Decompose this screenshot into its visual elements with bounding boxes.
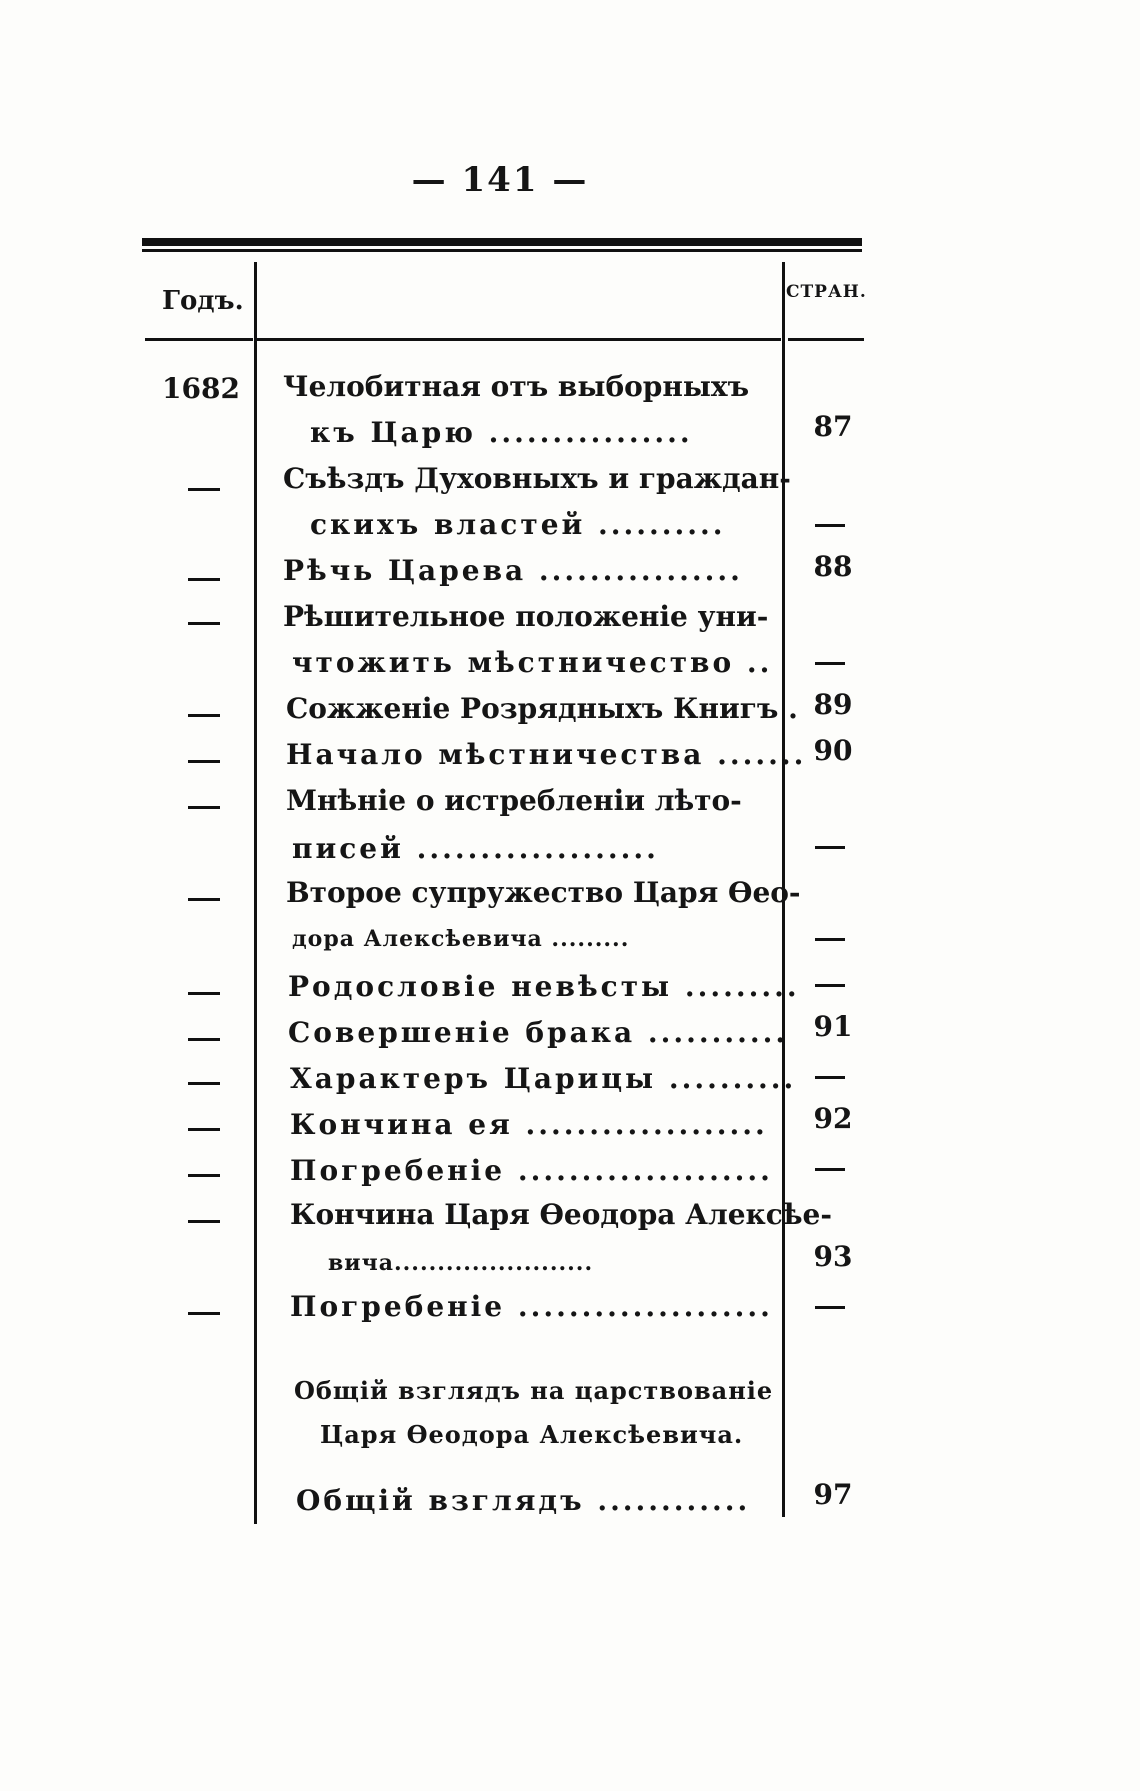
page-ref: 89 xyxy=(813,688,853,721)
toc-entry: Характеръ Царицы .......... xyxy=(290,1062,797,1095)
year-ditto-dash xyxy=(188,760,220,763)
toc-entry-cont: скихъ властей .......... xyxy=(310,508,726,541)
toc-entry: Съѣздъ Духовныхъ и граждан- xyxy=(283,462,791,495)
toc-entry: Кончина ея ................... xyxy=(290,1108,768,1141)
top-thin-rule xyxy=(142,249,862,252)
header-rule-page xyxy=(788,338,864,341)
toc-entry-cont: вича....................... xyxy=(328,1250,594,1276)
column-header-page: СТРАН. xyxy=(786,282,867,302)
year-ditto-dash xyxy=(188,1312,220,1315)
year-ditto-dash xyxy=(188,578,220,581)
year-ditto-dash xyxy=(188,992,220,995)
header-rule-year xyxy=(145,338,253,341)
section-title: Царя Ѳеодора Алексѣевича. xyxy=(320,1420,744,1449)
page-ref-ditto xyxy=(815,1306,845,1309)
page-ref: 93 xyxy=(813,1240,853,1273)
year-ditto-dash xyxy=(188,622,220,625)
toc-entry-cont: къ Царю ................ xyxy=(310,416,693,449)
year-1682: 1682 xyxy=(162,372,240,405)
column-header-year: Годъ. xyxy=(162,286,244,316)
page-ref: 97 xyxy=(813,1478,853,1511)
toc-entry-cont: чтожить мѣстничество .. xyxy=(292,646,773,679)
column-divider-left xyxy=(254,262,257,1524)
toc-entry: Челобитная отъ выборныхъ xyxy=(283,370,750,403)
page-ref-ditto xyxy=(815,1168,845,1171)
header-rule-title xyxy=(257,338,781,341)
page-ref-ditto xyxy=(815,1076,845,1079)
toc-entry: Кончина Царя Ѳеодора Алексѣе- xyxy=(290,1198,832,1231)
toc-entry: Погребеніе .................... xyxy=(290,1290,773,1323)
page-ref-ditto xyxy=(815,984,845,987)
year-ditto-dash xyxy=(188,1082,220,1085)
toc-entry: Рѣчь Царева ................ xyxy=(283,554,743,587)
page-ref-ditto xyxy=(815,938,845,941)
page-ref: 90 xyxy=(813,734,853,767)
year-ditto-dash xyxy=(188,806,220,809)
toc-entry: Совершеніе брака ........... xyxy=(288,1016,789,1049)
year-ditto-dash xyxy=(188,1038,220,1041)
toc-entry: Погребеніе .................... xyxy=(290,1154,773,1187)
year-ditto-dash xyxy=(188,714,220,717)
page-ref-ditto xyxy=(815,662,845,665)
year-ditto-dash xyxy=(188,898,220,901)
page-ref-ditto xyxy=(815,524,845,527)
year-ditto-dash xyxy=(188,1128,220,1131)
toc-entry: Общій взглядъ ............ xyxy=(296,1484,751,1517)
toc-entry: Мнѣніе о истребленіи лѣто- xyxy=(286,784,742,817)
toc-entry-cont: дора Алексѣевича ......... xyxy=(292,926,630,952)
page-ref-ditto xyxy=(815,846,845,849)
page-number: — 141 — xyxy=(411,160,589,200)
page-ref: 88 xyxy=(813,550,853,583)
page-ref: 87 xyxy=(813,410,853,443)
toc-entry: Рѣшительное положеніе уни- xyxy=(283,600,769,633)
toc-entry: Сожженіе Розрядныхъ Книгъ . xyxy=(286,692,798,725)
toc-entry: Родословіе невѣсты ......... xyxy=(288,970,800,1003)
page-ref: 91 xyxy=(813,1010,853,1043)
page-ref: 92 xyxy=(813,1102,853,1135)
year-ditto-dash xyxy=(188,1174,220,1177)
top-thick-rule xyxy=(142,238,862,246)
year-ditto-dash xyxy=(188,1220,220,1223)
year-ditto-dash xyxy=(188,488,220,491)
toc-entry-cont: писей ................... xyxy=(292,832,659,865)
toc-entry: Второе супружество Царя Ѳео- xyxy=(286,876,801,909)
section-title: Общій взглядъ на царствованіе xyxy=(294,1376,774,1405)
toc-entry: Начало мѣстничества ....... xyxy=(286,738,807,771)
